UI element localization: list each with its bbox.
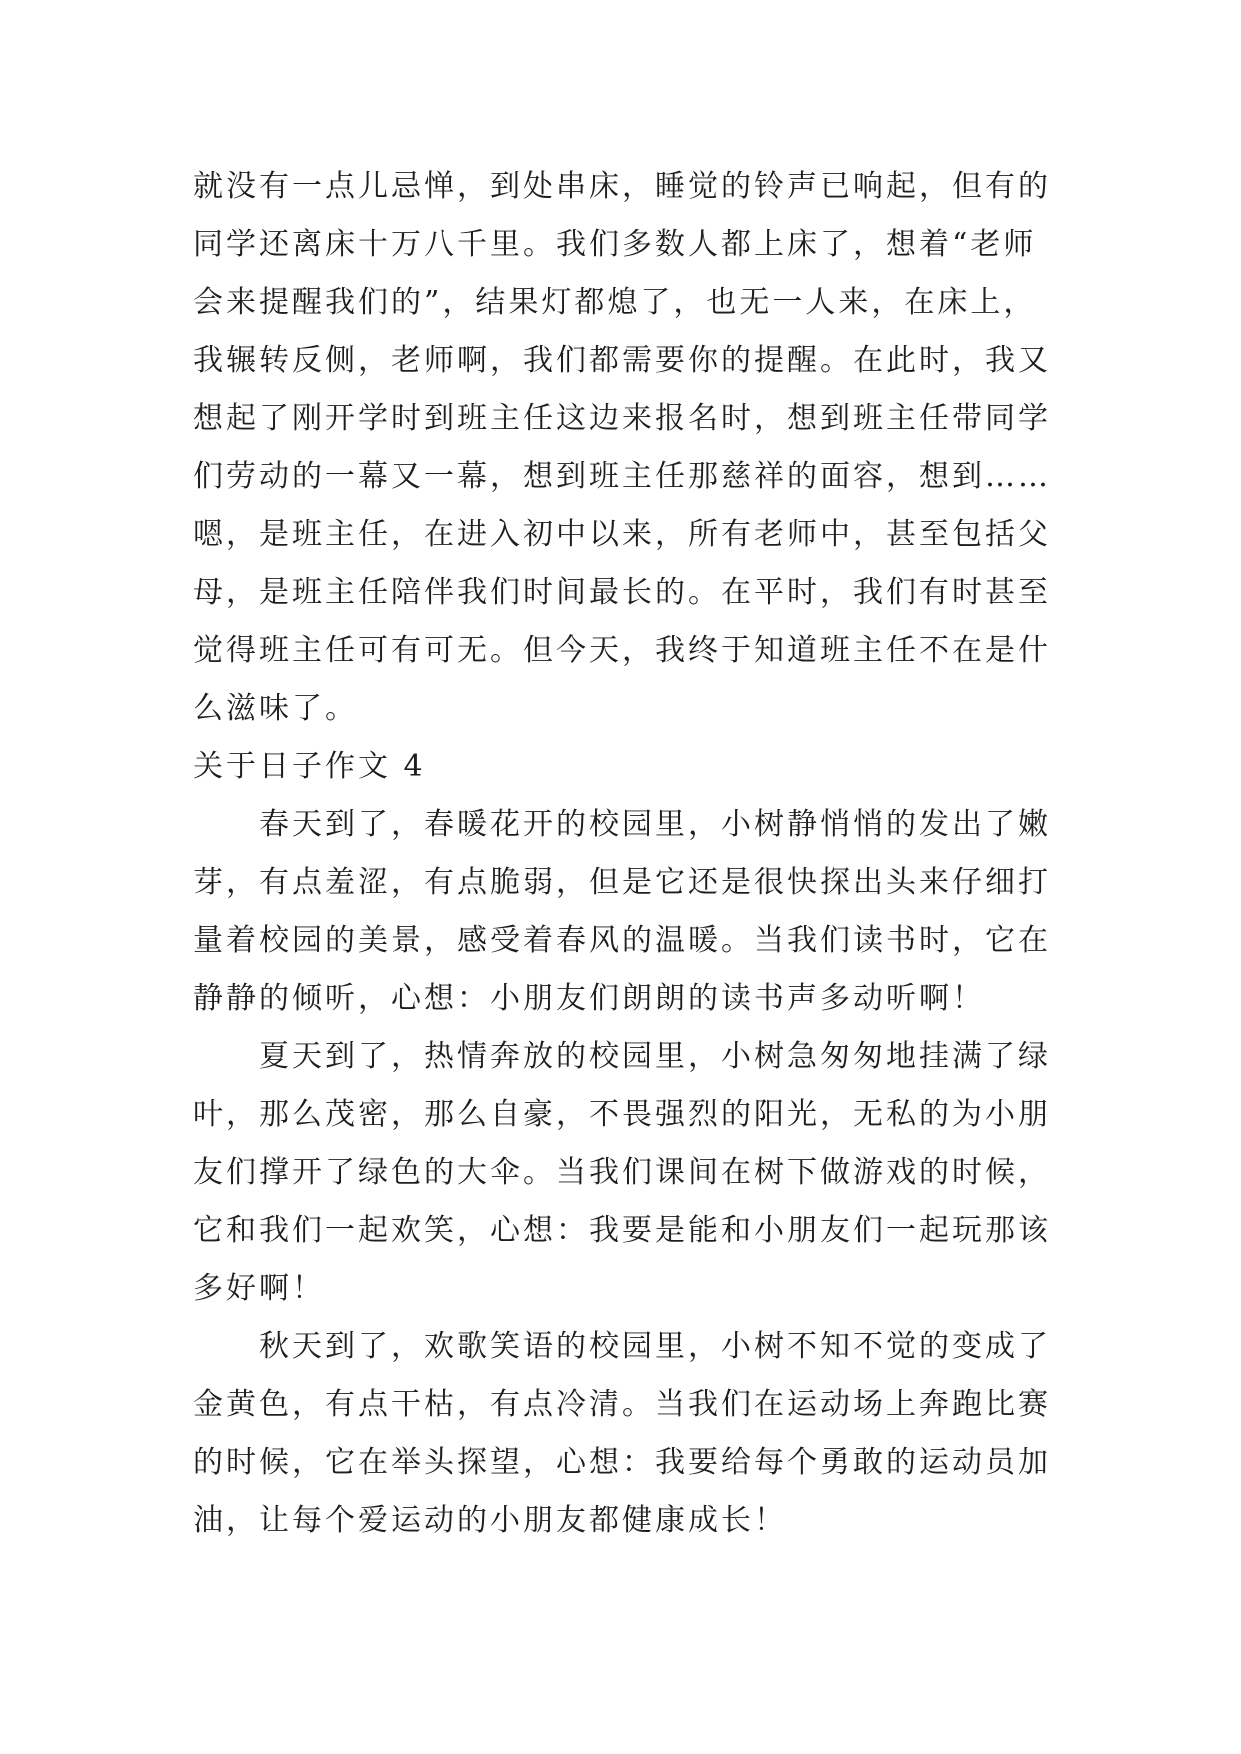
section-heading: 关于日子作文 4 [193, 749, 426, 784]
text-line: 叶，那么茂密，那么自豪，不畏强烈的阳光，无私的为小朋 [193, 1097, 1051, 1132]
text-line: 会来提醒我们的”，结果灯都熄了，也无一人来，在床上， [193, 285, 1037, 320]
text-line: 嗯，是班主任，在进入初中以来，所有老师中，甚至包括父 [193, 517, 1051, 552]
text-line: 春天到了，春暖花开的校园里，小树静悄悄的发出了嫩 [259, 807, 1051, 842]
text-line: 母，是班主任陪伴我们时间最长的。在平时，我们有时甚至 [193, 575, 1051, 610]
text-line: 它和我们一起欢笑，心想：我要是能和小朋友们一起玩那该 [193, 1213, 1051, 1248]
text-line: 油，让每个爱运动的小朋友都健康成长！ [193, 1503, 787, 1538]
paragraph-continued [193, 158, 1093, 738]
text-line: 我辗转反侧，老师啊，我们都需要你的提醒。在此时，我又 [193, 343, 1051, 378]
document-body [193, 158, 1093, 1550]
text-line: 量着校园的美景，感受着春风的温暖。当我们读书时，它在 [193, 923, 1051, 958]
paragraph-autumn [193, 1318, 1093, 1550]
paragraph-summer [193, 1028, 1093, 1318]
paragraph-spring [193, 796, 1093, 1028]
text-line: 秋天到了，欢歌笑语的校园里，小树不知不觉的变成了 [259, 1329, 1051, 1364]
text-line: 静静的倾听，心想：小朋友们朗朗的读书声多动听啊！ [193, 981, 985, 1016]
text-line: 友们撑开了绿色的大伞。当我们课间在树下做游戏的时候， [193, 1155, 1051, 1190]
text-line: 夏天到了，热情奔放的校园里，小树急匆匆地挂满了绿 [259, 1039, 1051, 1074]
text-line: 们劳动的一幕又一幕，想到班主任那慈祥的面容，想到…… [193, 459, 1051, 494]
text-line: 么滋味了。 [193, 691, 358, 726]
text-line: 的时候，它在举头探望，心想：我要给每个勇敢的运动员加 [193, 1445, 1051, 1480]
text-line: 芽，有点羞涩，有点脆弱，但是它还是很快探出头来仔细打 [193, 865, 1051, 900]
text-line: 同学还离床十万八千里。我们多数人都上床了，想着“老师 [193, 227, 1037, 262]
text-line: 觉得班主任可有可无。但今天，我终于知道班主任不在是什 [193, 633, 1051, 668]
text-line: 金黄色，有点干枯，有点冷清。当我们在运动场上奔跑比赛 [193, 1387, 1051, 1422]
text-line: 想起了刚开学时到班主任这边来报名时，想到班主任带同学 [193, 401, 1051, 436]
text-line: 多好啊！ [193, 1271, 325, 1306]
text-line: 就没有一点儿忌惮，到处串床，睡觉的铃声已响起，但有的 [193, 169, 1051, 204]
